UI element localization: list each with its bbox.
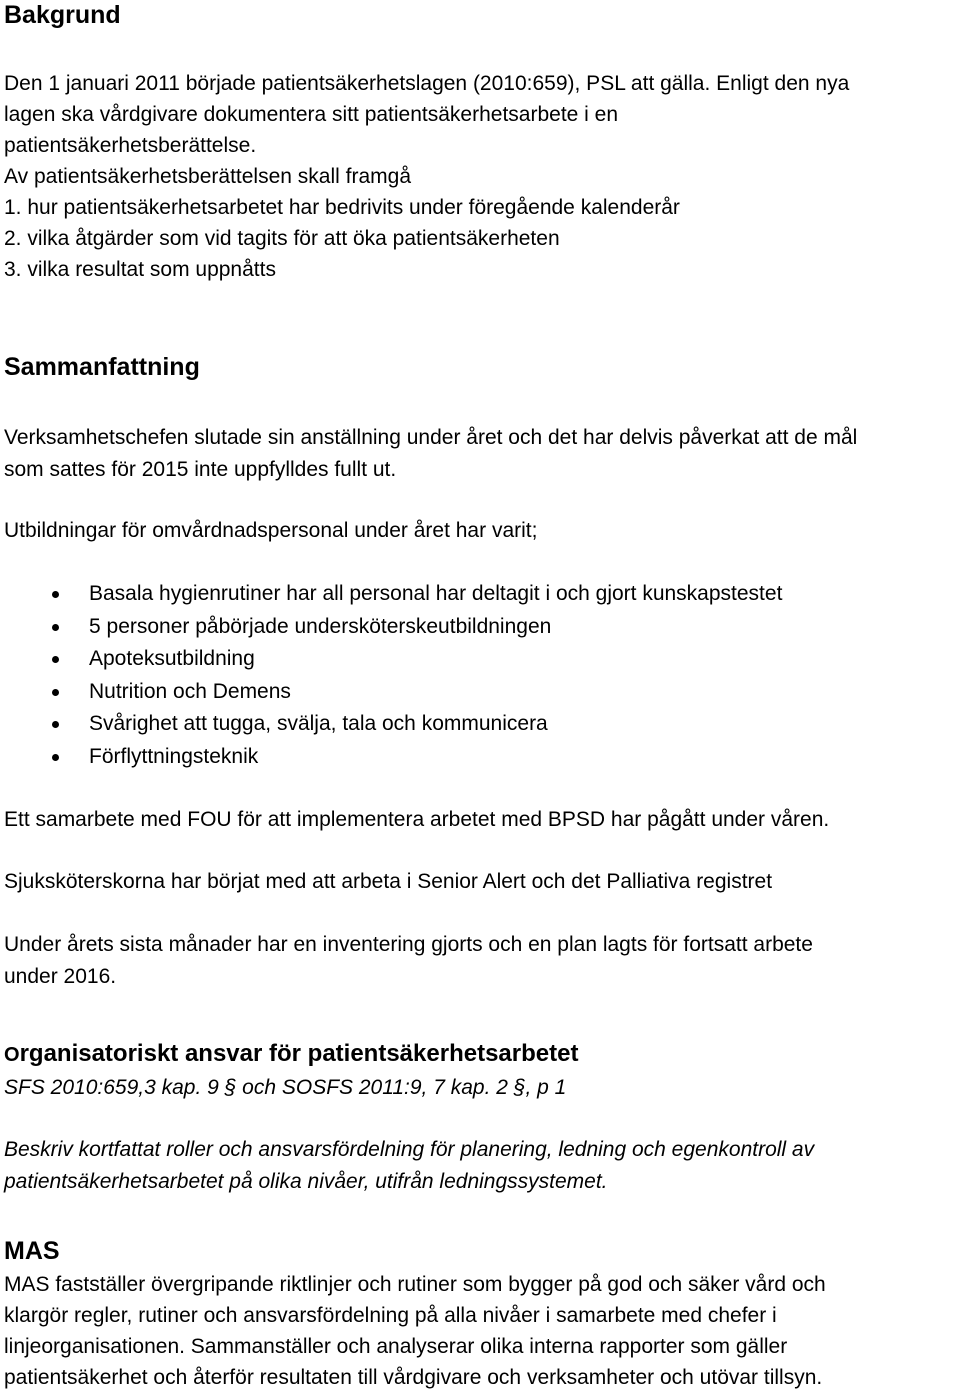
- bullet-icon: [52, 689, 59, 696]
- numbered-item: 2. vilka åtgärder som vid tagits för att öka patientsäkerheten: [4, 227, 560, 250]
- training-intro: Utbildningar för omvårdnadspersonal under året har varit;: [4, 519, 538, 542]
- paragraph-fou: Ett samarbete med FOU för att implementera arbetet med BPSD har pågått under våren.: [4, 808, 830, 831]
- bullet-icon: [52, 624, 59, 631]
- text-line: lagen ska vårdgivare dokumentera sitt patientsäkerhetsarbete i en: [4, 103, 619, 126]
- bakgrund-paragraph: [4, 68, 849, 285]
- sammanfattning-intro: [4, 422, 857, 486]
- bullet-icon: [52, 591, 59, 598]
- text-line: patientsäkerhetsberättelse.: [4, 134, 257, 157]
- heading-organisatoriskt-ansvar: [4, 1039, 578, 1070]
- numbered-item: 1. hur patientsäkerhetsarbetet har bedrivits under föregående kalenderår: [4, 196, 680, 219]
- text-line: Av patientsäkerhetsberättelsen skall framgå: [4, 165, 411, 188]
- text-line: linjeorganisationen. Sammanställer och analyserar olika interna rapporter som gäller: [4, 1335, 788, 1358]
- text-line: Under årets sista månader har en inventering gjorts och en plan lagts för fortsatt arbete: [4, 933, 813, 956]
- text-line: Verksamhetschefen slutade sin anställning under året och det har delvis påverkat att de mål: [4, 426, 858, 449]
- legal-reference: SFS 2010:659,3 kap. 9 § och SOSFS 2011:9, 7 kap. 2 §, p 1: [4, 1076, 567, 1099]
- numbered-item: 3. vilka resultat som uppnåtts: [4, 258, 276, 281]
- text-line: klargör regler, rutiner och ansvarsfördelning på alla nivåer i samarbete med chefer i: [4, 1304, 777, 1327]
- heading-mas: MAS: [4, 1237, 60, 1265]
- text-line: under 2016.: [4, 965, 117, 988]
- document-page: Bakgrund Den 1 januari 2011 började patientsäkerhetslagen (2010:659), PSL att gälla. Enligt den nya lagen ska vårdgivare dokumentera sitt patientsäkerhetsarbete i en patientsäkerhetsberättelse. Av patientsäkerhetsberättelsen skall framgå 1. hur patientsäkerhetsarbetet har bedrivits under föregående kalenderår 2. vilka åtgärder som vid tagits för att öka patientsäkerheten 3. vilka resultat som uppnåtts Sammanfattning Verksamhetschefen slutade sin anställning under året och det har delvis påverkat att de mål som sattes för 2015 inte uppfylldes fullt ut. Utbildningar för omvårdnadspersonal under året har varit; Basala hygienrutiner har all personal har deltagit i och gjort kunskapstestet 5 personer påbörjade undersköterskeutbildningen Apoteksutbildning Nutrition och Demens Svårighet att tugga, svälja, tala och kommunicera Förflyttningsteknik Ett samarbete med FOU för att implementera arbetet med BPSD har pågått under våren. Sjuksköterskorna har börjat med att arbeta i Senior Alert och det Palliativa registret Under årets sista månader har en inventering gjorts och en plan lagts för fortsatt arbete under 2016. Organisatoriskt ansvar för patientsäkerhetsarbetet SFS 2010:659,3 kap. 9 § och SOSFS 2011:9, 7 kap. 2 §, p 1 Beskriv kortfattat roller och ansvarsfördelning för planering, ledning och egenkontroll av patientsäkerhetsarbetet på olika nivåer, utifrån ledningssystemet. MAS MAS fastställer övergripande riktlinjer och rutiner som bygger på god och säker vård och klargör regler, rutiner och ansvarsfördelning på alla nivåer i samarbete med chefer i linjeorganisationen. Sammanställer och analyserar olika interna rapporter som gäller patientsäkerhet och återför resultaten till vårdgivare och verksamheter och utövar tillsyn.: [0, 0, 960, 1393]
- heading-bakgrund: Bakgrund: [4, 1, 121, 29]
- heading-rest: rganisatoriskt ansvar för patientsäkerhetsarbetet: [19, 1040, 579, 1067]
- text-line: MAS fastställer övergripande riktlinjer och rutiner som bygger på god och säker vård och: [4, 1273, 826, 1296]
- text-line: Den 1 januari 2011 började patientsäkerhetslagen (2010:659), PSL att gälla. Enligt den nya: [4, 72, 850, 95]
- mas-paragraph: [4, 1269, 826, 1393]
- text-line: som sattes för 2015 inte uppfylldes fullt ut.: [4, 458, 397, 481]
- heading-sammanfattning: Sammanfattning: [4, 353, 200, 381]
- paragraph-inventering: [4, 929, 813, 993]
- text-line: Beskriv kortfattat roller och ansvarsfördelning för planering, ledning och egenkontroll av: [4, 1138, 815, 1161]
- bullet-icon: [52, 754, 59, 761]
- text-line: patientsäkerhetsarbetet på olika nivåer, utifrån ledningssystemet.: [4, 1170, 608, 1193]
- bullet-icon: [52, 721, 59, 728]
- instruction-paragraph: [4, 1134, 814, 1198]
- heading-initial: O: [4, 1044, 20, 1066]
- bullet-icon: [52, 656, 59, 663]
- paragraph-senior-alert: Sjuksköterskorna har börjat med att arbeta i Senior Alert och det Palliativa registret: [4, 870, 773, 893]
- text-line: patientsäkerhet och återför resultaten till vårdgivare och verksamheter och utövar tillsyn.: [4, 1366, 823, 1389]
